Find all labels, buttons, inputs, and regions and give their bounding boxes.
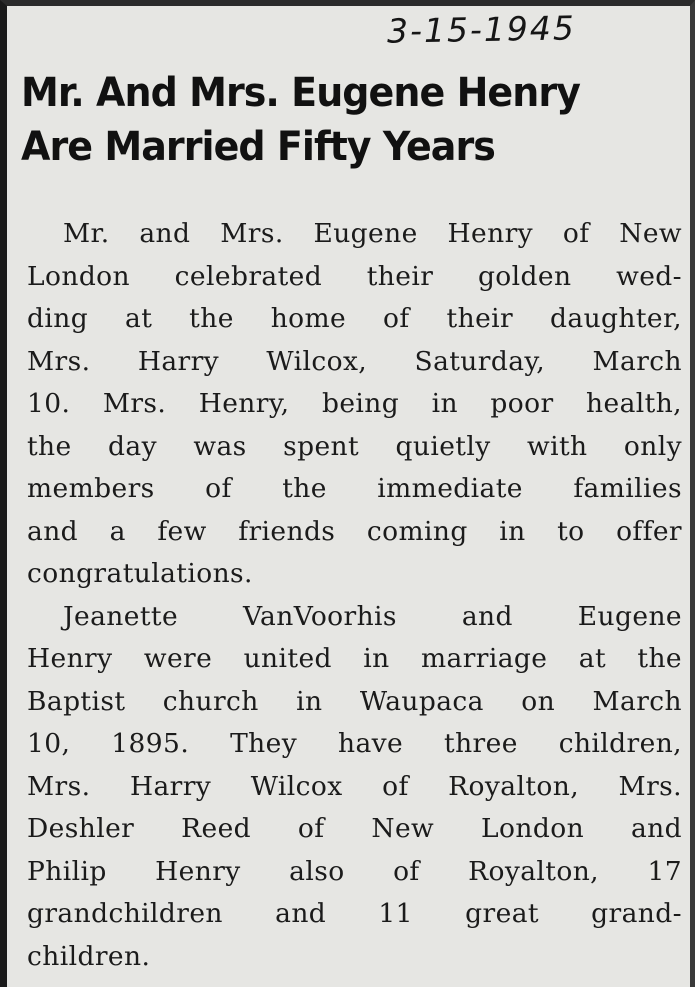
paragraph-1 xyxy=(27,213,682,596)
headline-line-2: Are Married Fifty Years xyxy=(21,124,495,170)
headline-line-1: Mr. And Mrs. Eugene Henry xyxy=(21,70,580,116)
text-line: Deshler Reed of New London and xyxy=(27,813,682,844)
text-line: the day was spent quietly with only xyxy=(27,430,682,462)
text-line: congratulations. xyxy=(27,558,253,589)
article-body xyxy=(27,213,682,978)
text-line: ding at the home of their daughter, xyxy=(27,303,682,334)
text-line: members of the immediate families xyxy=(27,473,682,504)
text-line: Jeanette VanVoorhis and Eugene xyxy=(63,600,682,632)
text-line: children. xyxy=(27,940,151,972)
headline xyxy=(21,66,648,174)
text-line: Mrs. Harry Wilcox of Royalton, Mrs. xyxy=(27,770,682,802)
text-line: 10. Mrs. Henry, being in poor health, xyxy=(27,388,682,419)
text-line: 10, 1895. They have three children, xyxy=(27,728,682,759)
text-line: Henry were united in marriage at the xyxy=(27,643,682,674)
paragraph-2 xyxy=(27,596,682,979)
text-line: Mr. and Mrs. Eugene Henry of New xyxy=(63,218,682,249)
text-line: grandchildren and 11 great grand- xyxy=(27,898,682,929)
text-line: Philip Henry also of Royalton, 17 xyxy=(27,855,682,887)
handwritten-date: 3-15-1945 xyxy=(386,8,577,51)
text-line: and a few friends coming in to offer xyxy=(27,515,682,547)
text-line: London celebrated their golden wed- xyxy=(27,260,682,292)
text-line: Mrs. Harry Wilcox, Saturday, March xyxy=(27,345,682,377)
text-line: Baptist church in Waupaca on March xyxy=(27,685,682,717)
